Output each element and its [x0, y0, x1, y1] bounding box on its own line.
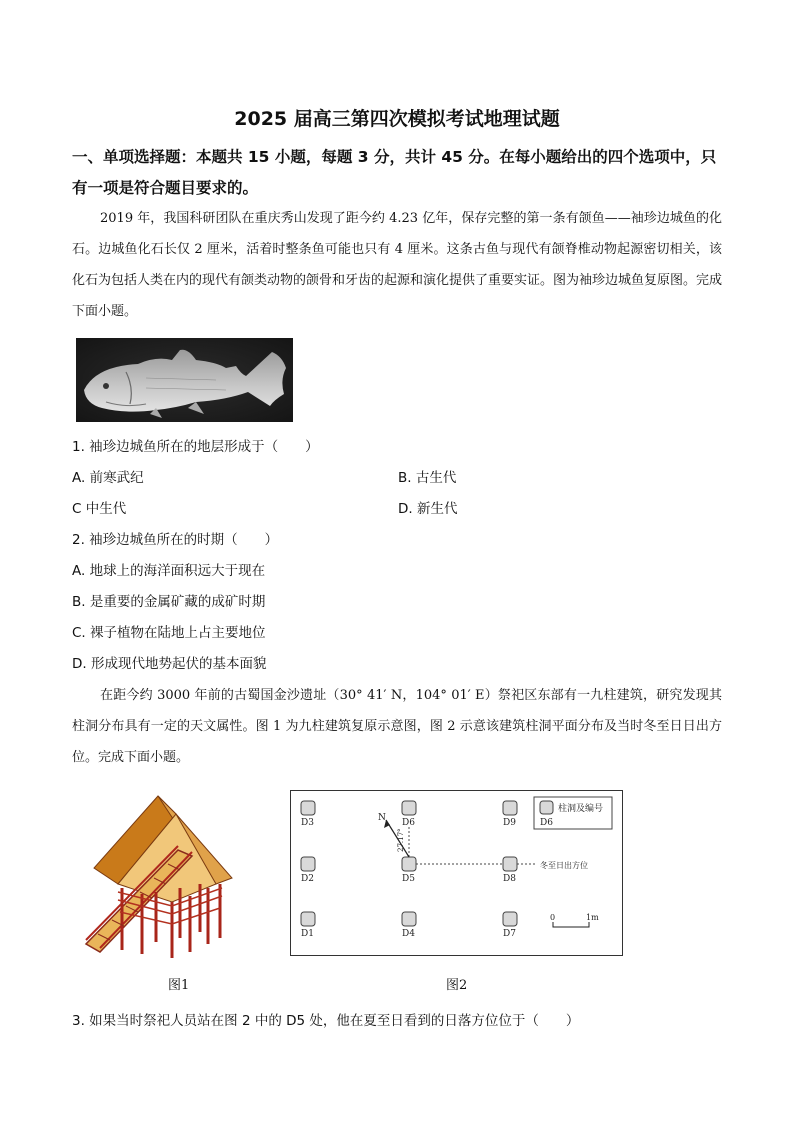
label-d3: D3	[301, 818, 314, 828]
label-d9: D9	[503, 818, 516, 828]
sunrise-label: 冬至日出方位	[540, 861, 588, 870]
north-label: N	[378, 813, 386, 823]
page-title: 2025 届高三第四次模拟考试地理试题	[234, 108, 560, 130]
nine-pillar-building-illustration	[80, 792, 240, 960]
post-hole-plan-diagram	[290, 790, 623, 956]
fish-reconstruction-image	[76, 338, 293, 422]
label-d8: D8	[503, 874, 516, 884]
question-2-option-b[interactable]: B. 是重要的金属矿藏的成矿时期	[72, 594, 266, 610]
post-hole-d9	[503, 801, 517, 815]
label-d7: D7	[503, 929, 516, 939]
label-d1: D1	[301, 929, 314, 939]
label-d5: D5	[402, 874, 415, 884]
post-hole-d1	[301, 912, 315, 926]
post-hole-d6	[402, 801, 416, 815]
question-2-option-a[interactable]: A. 地球上的海洋面积远大于现在	[72, 563, 266, 579]
legend-sample-id: D6	[540, 818, 553, 828]
post-hole-d2	[301, 857, 315, 871]
question-1-option-a[interactable]: A. 前寒武纪	[72, 470, 144, 486]
legend-label: 柱洞及编号	[558, 804, 604, 814]
label-d6: D6	[402, 818, 415, 828]
scale-unit: 1m	[586, 913, 599, 922]
figure-1-caption: 图1	[168, 978, 190, 993]
post-hole-d3	[301, 801, 315, 815]
question-1-option-c[interactable]: C 中生代	[72, 501, 127, 517]
passage-jinsha: 在距今约 3000 年前的古蜀国金沙遗址（30° 41′ N，104° 01′ E）祭祀区东部有一九柱建筑，研究发现其柱洞分布具有一定的天文属性。图 1 为九柱建筑复原示意图，图 2 示意该建筑柱洞平面分布及当时冬至日日出方位。完成下面小题。	[72, 688, 722, 765]
post-hole-d7	[503, 912, 517, 926]
post-hole-d5	[402, 857, 416, 871]
question-2-option-d[interactable]: D. 形成现代地势起伏的基本面貌	[72, 656, 267, 672]
label-d2: D2	[301, 874, 314, 884]
question-3-stem: 3. 如果当时祭祀人员站在图 2 中的 D5 处，他在夏至日看到的日落方位位于（ ）	[72, 1013, 580, 1029]
section-heading: 一、单项选择题：本题共 15 小题，每题 3 分，共计 45 分。在每小题给出的四个选项中，只有一项是符合题目要求的。	[72, 148, 717, 197]
scale-zero: 0	[550, 913, 556, 922]
post-hole-d8	[503, 857, 517, 871]
passage-fish: 2019 年，我国科研团队在重庆秀山发现了距今约 4.23 亿年，保存完整的第一条有颌鱼——袖珍边城鱼的化石。边城鱼化石长仅 2 厘米，活着时整条鱼可能也只有 4 厘米。这条古鱼与现代有颌脊椎动物起源密切相关，该化石为包括人类在内的现代有颌类动物的颌骨和牙齿的起源和演化提供了重要实证。图为袖珍边城鱼复原图。完成下面小题。	[72, 211, 723, 319]
question-1-option-d[interactable]: D. 新生代	[398, 501, 458, 517]
question-2-stem: 2. 袖珍边城鱼所在的时期（ ）	[72, 532, 279, 548]
question-1-option-b[interactable]: B. 古生代	[398, 470, 457, 486]
legend-post-hole	[540, 801, 553, 814]
post-hole-d4	[402, 912, 416, 926]
question-1-stem: 1. 袖珍边城鱼所在的地层形成于（ ）	[72, 439, 319, 455]
angle-label: 27.17°	[397, 828, 405, 852]
label-d4: D4	[402, 929, 415, 939]
question-2-option-c[interactable]: C. 裸子植物在陆地上占主要地位	[72, 625, 266, 641]
figure-2-caption: 图2	[446, 978, 468, 993]
